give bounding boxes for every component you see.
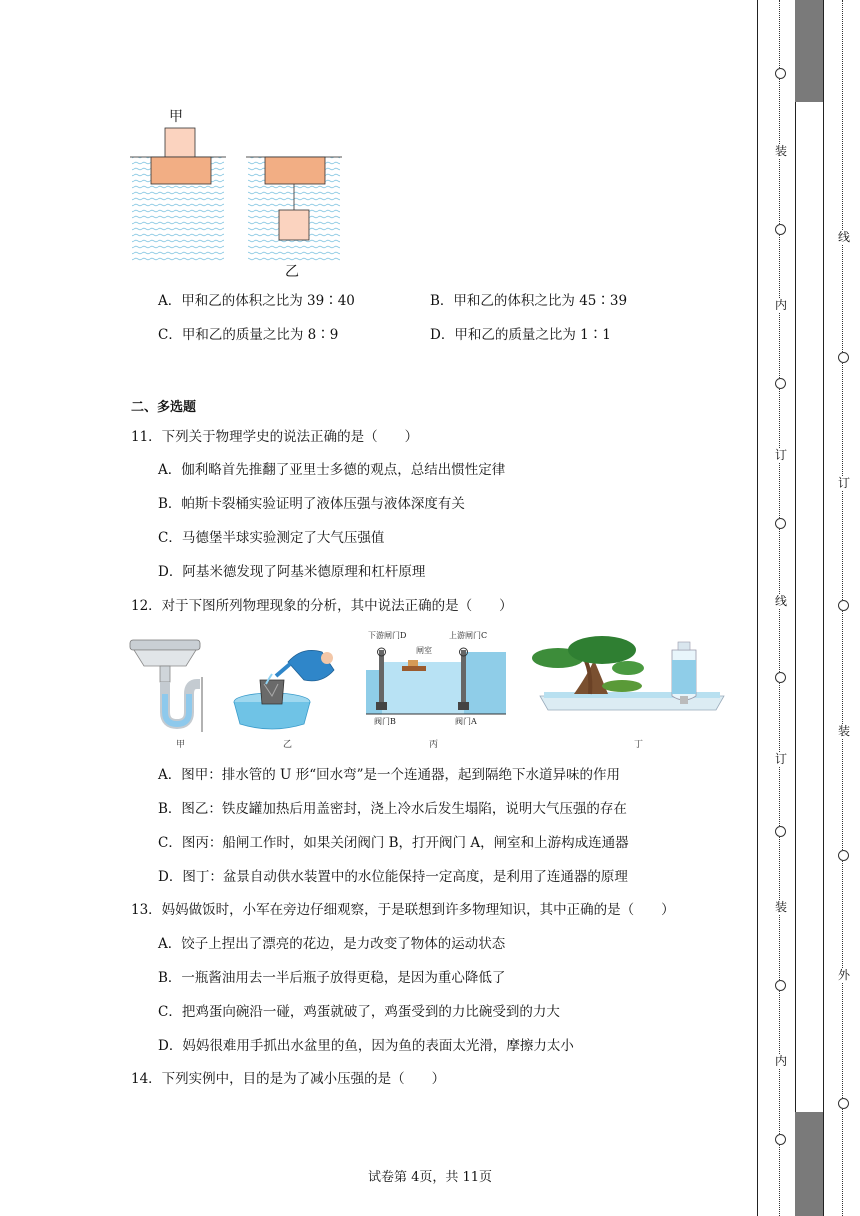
- label-jia: 甲: [169, 109, 183, 125]
- binding-border-line-3: [823, 0, 824, 1216]
- label-upstream-gate-c: 上游闸门C: [449, 631, 488, 640]
- bonsai-water-supply-figure: [528, 634, 733, 718]
- q12-option-c: C．图丙：船闸工作时，如果关闭阀门 B，打开阀门 A，闸室和上游构成连通器: [158, 835, 629, 851]
- label-valve-a: 阀门A: [455, 717, 477, 726]
- binding-char-xian: 线: [774, 594, 787, 608]
- q13-option-d: D．妈妈很难用手抓出水盆里的鱼，因为鱼的表面太光滑，摩擦力太小: [158, 1038, 574, 1054]
- binding-char-ding-2: 订: [774, 752, 787, 766]
- wood-block-right: [265, 157, 325, 184]
- floating-blocks-figure: [126, 100, 346, 285]
- caption-ding: 丁: [634, 740, 644, 750]
- q11-option-c: C．马德堡半球实验测定了大气压强值: [158, 530, 385, 546]
- wood-block-left: [151, 157, 211, 184]
- caption-bing: 丙: [429, 740, 439, 750]
- q12-option-a: A．图甲：排水管的 U 形“回水弯”是一个连通器，起到隔绝下水道异味的作用: [158, 767, 621, 783]
- binding-circle: [775, 378, 786, 389]
- label-yi: 乙: [285, 264, 299, 280]
- ship-lock-figure: [366, 640, 506, 716]
- q11-option-d: D．阿基米德发现了阿基米德原理和杠杆原理: [158, 564, 426, 580]
- binding-circle: [775, 980, 786, 991]
- q10-option-a: A．甲和乙的体积之比为 39∶40: [158, 293, 355, 309]
- binding-circle: [775, 826, 786, 837]
- binding-gray-top: [795, 0, 823, 102]
- q12-option-d: D．图丁：盆景自动供水装置中的水位能保持一定高度，是利用了连通器的原理: [158, 869, 628, 885]
- q14-stem: 14．下列实例中，目的是为了减小压强的是（ ）: [131, 1071, 446, 1087]
- q12-stem: 12．对于下图所列物理现象的分析，其中说法正确的是（ ）: [131, 598, 513, 614]
- q12-option-b: B．图乙：铁皮罐加热后用盖密封，浇上冷水后发生塌陷，说明大气压强的存在: [158, 801, 627, 817]
- q11-option-a: A．伽利略首先推翻了亚里士多德的观点，总结出惯性定律: [158, 462, 506, 478]
- q13-option-a: A．饺子上捏出了漂亮的花边，是力改变了物体的运动状态: [158, 936, 506, 952]
- q10-option-b: B．甲和乙的体积之比为 45∶39: [430, 293, 628, 309]
- section-title: 二、多选题: [131, 400, 197, 415]
- binding-char-wai-outer: 外: [837, 968, 850, 982]
- caption-jia: 甲: [176, 740, 186, 750]
- label-downstream-gate-d: 下游闸门D: [368, 631, 407, 640]
- binding-circle: [775, 1134, 786, 1145]
- q11-option-b: B．帕斯卡裂桶实验证明了液体压强与液体深度有关: [158, 496, 465, 512]
- sink-u-trap-figure: [128, 632, 208, 732]
- binding-circle: [775, 224, 786, 235]
- binding-char-zhuang-outer: 装: [837, 724, 850, 738]
- binding-char-xian-outer: 线: [837, 230, 850, 244]
- q13-option-c: C．把鸡蛋向碗沿一碰，鸡蛋就破了，鸡蛋受到的力比碗受到的力大: [158, 1004, 560, 1020]
- collapsing-can-figure: [232, 640, 342, 732]
- binding-char-zhuang: 装: [774, 144, 787, 158]
- q10-option-c: C．甲和乙的质量之比为 8∶9: [158, 327, 339, 343]
- page-footer: 试卷第 4页，共 11页: [367, 1170, 493, 1185]
- block-jia: [165, 128, 195, 157]
- binding-circle-outer: [838, 600, 849, 611]
- q13-option-b: B．一瓶酱油用去一半后瓶子放得更稳，是因为重心降低了: [158, 970, 506, 986]
- q13-stem: 13．妈妈做饭时，小军在旁边仔细观察，于是联想到许多物理知识，其中正确的是（ ）: [131, 902, 675, 918]
- binding-circle-outer: [838, 850, 849, 861]
- binding-circle-outer: [838, 352, 849, 363]
- binding-dotted-line-inner: [779, 0, 794, 1216]
- q11-stem: 11．下列关于物理学史的说法正确的是（ ）: [131, 429, 419, 445]
- binding-circle-outer: [838, 1098, 849, 1109]
- label-lock-chamber: 闸室: [416, 646, 432, 655]
- binding-char-ding-outer: 订: [837, 476, 850, 490]
- binding-circle: [775, 68, 786, 79]
- binding-char-ding: 订: [774, 448, 787, 462]
- binding-char-nei-2: 内: [774, 1054, 787, 1068]
- binding-circle: [775, 518, 786, 529]
- caption-yi: 乙: [283, 740, 293, 750]
- q10-option-d: D．甲和乙的质量之比为 1∶1: [430, 327, 611, 343]
- binding-gray-bottom: [795, 1112, 823, 1216]
- binding-char-zhuang-2: 装: [774, 900, 787, 914]
- label-valve-b: 阀门B: [374, 717, 396, 726]
- binding-border-line: [757, 0, 758, 1216]
- binding-char-nei: 内: [774, 298, 787, 312]
- block-yi: [279, 210, 309, 240]
- binding-border-line-2: [795, 0, 796, 1216]
- binding-circle: [775, 672, 786, 683]
